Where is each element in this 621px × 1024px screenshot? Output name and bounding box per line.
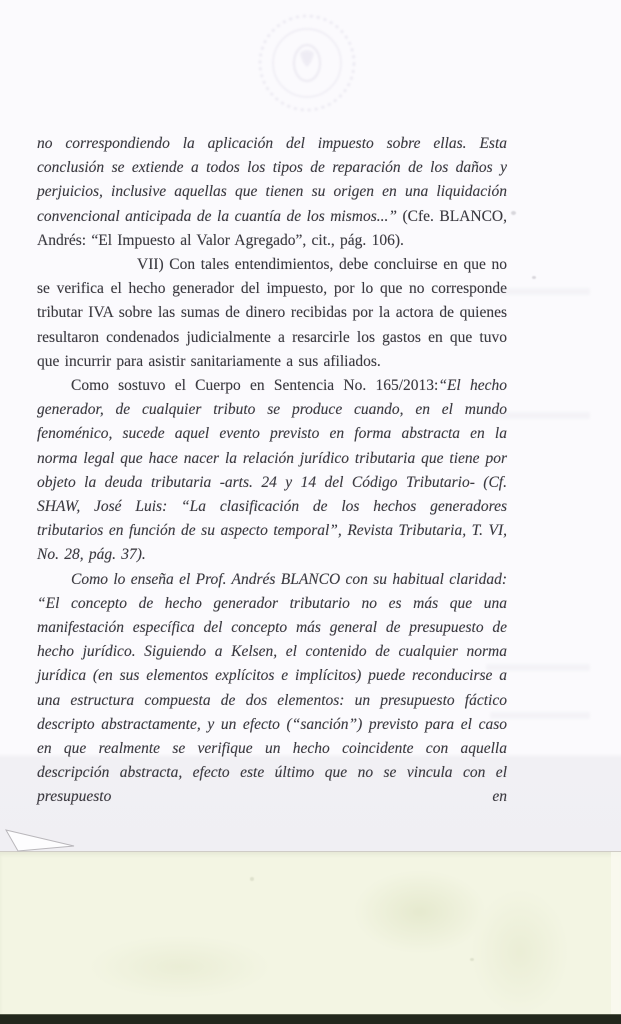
reverse-side-bleedthrough (498, 288, 590, 295)
scanner-bed-edge-highlight (611, 852, 621, 1014)
sentencia-intro: Como sostuvo el Cuerpo en Sentencia No. 165/2013: (71, 377, 439, 395)
scan-speck (470, 958, 474, 961)
reverse-side-bleedthrough (486, 664, 590, 671)
page-corner-fold (0, 829, 80, 853)
scan-speck (532, 276, 536, 279)
reverse-side-bleedthrough (490, 712, 590, 719)
paragraph-quote-continuation (37, 132, 507, 253)
quoted-doctrine-text: no correspondiendo la aplicación del impuesto sobre ellas. Esta conclusión se extiende a todos los tipos de reparación de los daños y perjuicios, inclusive aquellas que tienen su origen en una liquidación convencional anticipada de la cuantía de los mismos...” (37, 135, 507, 225)
scan-speck (250, 877, 254, 881)
paragraph-vii-conclusion: VII) Con tales entendimientos, debe concluirse en que no se verifica el hecho generador del impuesto, por lo que no corresponde tributar IVA sobre las sumas de dinero recibidas por la actora de quienes resultaron condenados judicialmente a resarcirle los gastos en que tuvo que incurrir para asistir sanitariamente a sus afiliados. (37, 256, 507, 370)
paragraph-blanco-doctrine: Como lo enseña el Prof. Andrés BLANCO con su habitual claridad: “El concepto de hecho generador tributario no es más que una manifestación específica del concepto más general de presupuesto de hecho jurídico. Siguiendo a Kelsen, el contenido de cualquier norma jurídica (en sus elementos explícitos e implícitos) puede reconducirse a una estructura compuesta de dos elementos: un presupuesto fáctico descripto abstractamente, y un efecto (“sanción”) previsto para el caso en que realmente se verifique un hecho coincidente con aquella descripción abstracta, efecto este último que no se vincula con el presupuesto en (37, 570, 507, 806)
citation-blanco: (Cfe. BLANCO, Andrés: “El Impuesto al Valor Agregado”, cit., pág. 106). (37, 207, 507, 249)
sentencia-quote: “El hecho generador, de cualquier tributo se produce cuando, en el mundo fenoménico, sucede aquel evento previsto en forma abstracta en la norma legal que hace nacer la relación jurídico tributaria que tiene por objeto la deuda tributaria -arts. 24 y 14 del Código Tributario- (Cf. SHAW, José Luis: “La clasificación de los hechos generadores tributarios en función de su aspecto temporal”, Revista Tributaria, T. VI, No. 28, pág. 37). (37, 377, 507, 564)
document-body (37, 132, 507, 810)
reverse-side-bleedthrough (492, 412, 590, 419)
paragraph-sentencia-165-2013 (37, 374, 507, 568)
scan-bottom-bar (0, 1014, 621, 1024)
scanner-bed (0, 852, 621, 1014)
scan-speck (511, 211, 516, 215)
faint-circular-seal-watermark (245, 1, 369, 125)
